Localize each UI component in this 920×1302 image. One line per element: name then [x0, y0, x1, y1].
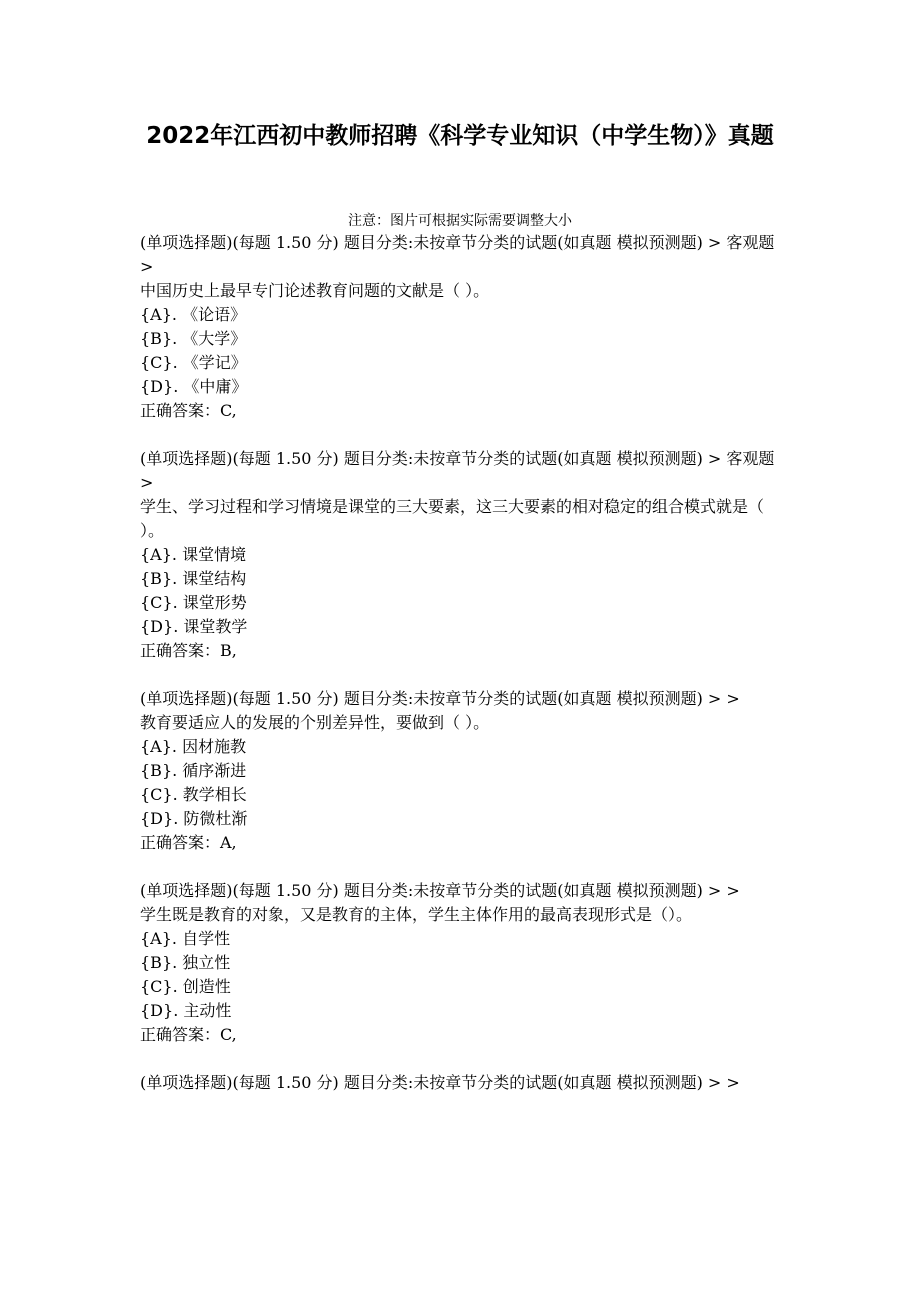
question-2	[140, 447, 785, 663]
question-stem: 学生、学习过程和学习情境是课堂的三大要素，这三大要素的相对稳定的组合模式就是（ ）。	[140, 497, 765, 540]
option-b: {B}. 《大学》	[140, 329, 247, 348]
option-c: {C}. 《学记》	[140, 353, 247, 372]
question-meta: (单项选择题)(每题 1.50 分) 题目分类:未按章节分类的试题(如真题 模拟预测题) > 客观题 >	[140, 233, 775, 276]
question-meta: (单项选择题)(每题 1.50 分) 题目分类:未按章节分类的试题(如真题 模拟预测题) > >	[140, 881, 740, 900]
question-meta: (单项选择题)(每题 1.50 分) 题目分类:未按章节分类的试题(如真题 模拟预测题) > >	[140, 689, 740, 708]
question-meta: (单项选择题)(每题 1.50 分) 题目分类:未按章节分类的试题(如真题 模拟预测题) > >	[140, 1073, 740, 1092]
correct-answer: 正确答案：C,	[140, 1025, 237, 1044]
question-list	[140, 231, 785, 1119]
image-note: 注意：图片可根据实际需要调整大小	[348, 213, 572, 229]
option-a: {A}. 自学性	[140, 929, 231, 948]
option-d: {D}. 课堂教学	[140, 617, 248, 636]
correct-answer: 正确答案：A,	[140, 833, 237, 852]
question-4	[140, 879, 785, 1047]
option-c: {C}. 教学相长	[140, 785, 247, 804]
option-c: {C}. 课堂形势	[140, 593, 247, 612]
question-1	[140, 231, 785, 423]
option-b: {B}. 独立性	[140, 953, 231, 972]
option-a: {A}. 因材施教	[140, 737, 247, 756]
correct-answer: 正确答案：C,	[140, 401, 237, 420]
question-stem: 教育要适应人的发展的个别差异性，要做到（ ）。	[140, 713, 490, 732]
document-title: 2022年江西初中教师招聘《科学专业知识（中学生物）》真题	[146, 123, 774, 149]
option-d: {D}. 《中庸》	[140, 377, 248, 396]
option-c: {C}. 创造性	[140, 977, 231, 996]
option-a: {A}. 课堂情境	[140, 545, 247, 564]
option-a: {A}. 《论语》	[140, 305, 247, 324]
question-stem: 中国历史上最早专门论述教育问题的文献是（ ）。	[140, 281, 490, 300]
question-stem: 学生既是教育的对象，又是教育的主体，学生主体作用的最高表现形式是（）。	[140, 905, 693, 924]
question-5	[140, 1071, 785, 1095]
question-meta: (单项选择题)(每题 1.50 分) 题目分类:未按章节分类的试题(如真题 模拟预测题) > 客观题 >	[140, 449, 775, 492]
option-b: {B}. 课堂结构	[140, 569, 247, 588]
option-d: {D}. 防微杜渐	[140, 809, 248, 828]
question-3	[140, 687, 785, 855]
option-d: {D}. 主动性	[140, 1001, 232, 1020]
option-b: {B}. 循序渐进	[140, 761, 247, 780]
correct-answer: 正确答案：B,	[140, 641, 237, 660]
